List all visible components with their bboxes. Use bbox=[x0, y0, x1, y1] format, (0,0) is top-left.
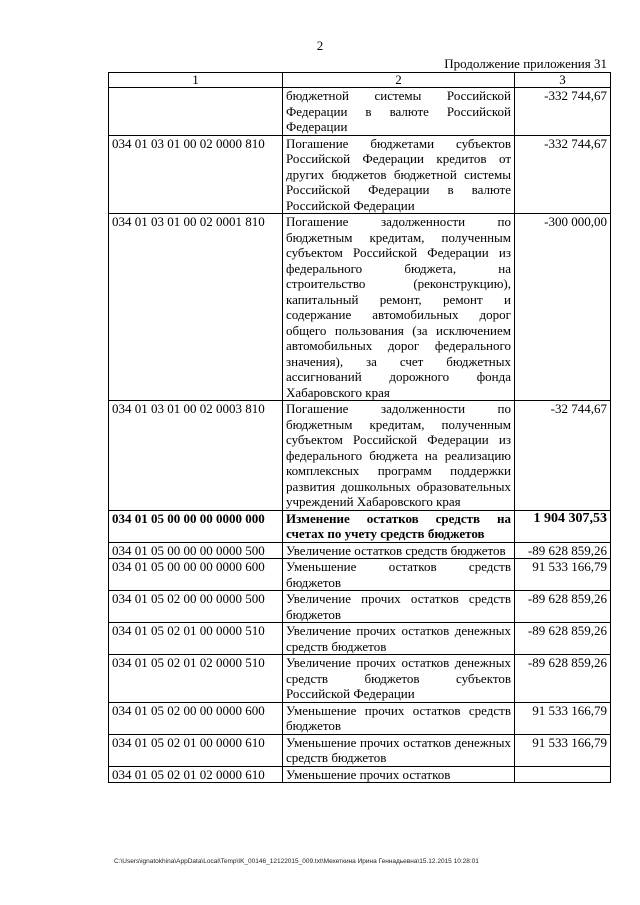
row-description: Уменьшение прочих остатков денежных средств бюджетов bbox=[283, 734, 515, 766]
row-code: 034 01 05 00 00 00 0000 500 bbox=[109, 542, 283, 559]
table-row bbox=[109, 135, 611, 214]
row-code: 034 01 05 00 00 00 0000 000 bbox=[109, 510, 283, 542]
table-row bbox=[109, 623, 611, 655]
row-amount: -32 744,67 bbox=[515, 401, 611, 511]
row-description: Погашение задолженности по бюджетным кредитам, полученным субъектом Российской Федерации из федерального бюджета, на строительство (реконструкцию), капитальный ремонт, ремонт и содержание автомобильных дорог общего пользования (за исключением автомобильных дорог федерального значения), за счет бюджетных ассигнований дорожного фонда Хабаровского края bbox=[283, 214, 515, 401]
row-code: 034 01 03 01 00 02 0000 810 bbox=[109, 135, 283, 214]
table-row bbox=[109, 88, 611, 136]
row-description: Увеличение прочих остатков средств бюджетов bbox=[283, 591, 515, 623]
row-amount: -89 628 859,26 bbox=[515, 623, 611, 655]
table-row bbox=[109, 734, 611, 766]
column-header: 2 bbox=[283, 73, 515, 88]
row-code: 034 01 05 02 01 00 0000 610 bbox=[109, 734, 283, 766]
table-row bbox=[109, 542, 611, 559]
row-description: бюджетной системы Российской Федерации в валюте Российской Федерации bbox=[283, 88, 515, 136]
row-code: 034 01 03 01 00 02 0003 810 bbox=[109, 401, 283, 511]
table-row bbox=[109, 559, 611, 591]
row-code: 034 01 05 02 01 00 0000 510 bbox=[109, 623, 283, 655]
row-code bbox=[109, 88, 283, 136]
row-description: Уменьшение прочих остатков средств бюджетов bbox=[283, 702, 515, 734]
table-row bbox=[109, 214, 611, 401]
row-code: 034 01 05 02 01 02 0000 610 bbox=[109, 766, 283, 783]
row-description: Изменение остатков средств на счетах по учету средств бюджетов bbox=[283, 510, 515, 542]
table-row bbox=[109, 702, 611, 734]
row-amount: 1 904 307,53 bbox=[515, 510, 611, 542]
table-row bbox=[109, 766, 611, 783]
row-description: Увеличение прочих остатков денежных средств бюджетов субъектов Российской Федерации bbox=[283, 655, 515, 703]
row-description: Погашение задолженности по бюджетным кредитам, полученным субъектом Российской Федерации из федерального бюджета на реализацию комплексных программ поддержки развития дошкольных образовательных учреждений Хабаровского края bbox=[283, 401, 515, 511]
row-amount bbox=[515, 766, 611, 783]
row-description: Погашение бюджетами субъектов Российской Федерации кредитов от других бюджетов бюджетной системы Российской Федерации в валюте Российской Федерации bbox=[283, 135, 515, 214]
table-row bbox=[109, 591, 611, 623]
column-header: 3 bbox=[515, 73, 611, 88]
row-description: Увеличение остатков средств бюджетов bbox=[283, 542, 515, 559]
table-row bbox=[109, 510, 611, 542]
budget-table bbox=[108, 72, 611, 783]
row-code: 034 01 05 02 00 00 0000 600 bbox=[109, 702, 283, 734]
row-code: 034 01 05 02 00 00 0000 500 bbox=[109, 591, 283, 623]
row-description: Увеличение прочих остатков денежных средств бюджетов bbox=[283, 623, 515, 655]
row-amount: -89 628 859,26 bbox=[515, 591, 611, 623]
header-row bbox=[109, 73, 611, 88]
row-amount: -332 744,67 bbox=[515, 88, 611, 136]
row-amount: -89 628 859,26 bbox=[515, 655, 611, 703]
continuation-label: Продолжение приложения 31 bbox=[444, 56, 607, 71]
page-number: 2 bbox=[316, 38, 324, 53]
row-amount: -89 628 859,26 bbox=[515, 542, 611, 559]
row-amount: 91 533 166,79 bbox=[515, 559, 611, 591]
footer-path: C:\Users\ignatokhina\AppData\Local\Temp\IK_00146_12122015_009.txt\Мехеткина Ирина Геннадьевна\15.12.2015 10:28:01 bbox=[114, 858, 479, 865]
row-code: 034 01 05 00 00 00 0000 600 bbox=[109, 559, 283, 591]
row-description: Уменьшение прочих остатков bbox=[283, 766, 515, 783]
row-amount: -300 000,00 bbox=[515, 214, 611, 401]
table-body bbox=[109, 88, 611, 783]
row-amount: -332 744,67 bbox=[515, 135, 611, 214]
row-code: 034 01 03 01 00 02 0001 810 bbox=[109, 214, 283, 401]
row-description: Уменьшение остатков средств бюджетов bbox=[283, 559, 515, 591]
table-row bbox=[109, 401, 611, 511]
row-amount: 91 533 166,79 bbox=[515, 702, 611, 734]
row-amount: 91 533 166,79 bbox=[515, 734, 611, 766]
table-row bbox=[109, 655, 611, 703]
row-code: 034 01 05 02 01 02 0000 510 bbox=[109, 655, 283, 703]
column-header: 1 bbox=[109, 73, 283, 88]
